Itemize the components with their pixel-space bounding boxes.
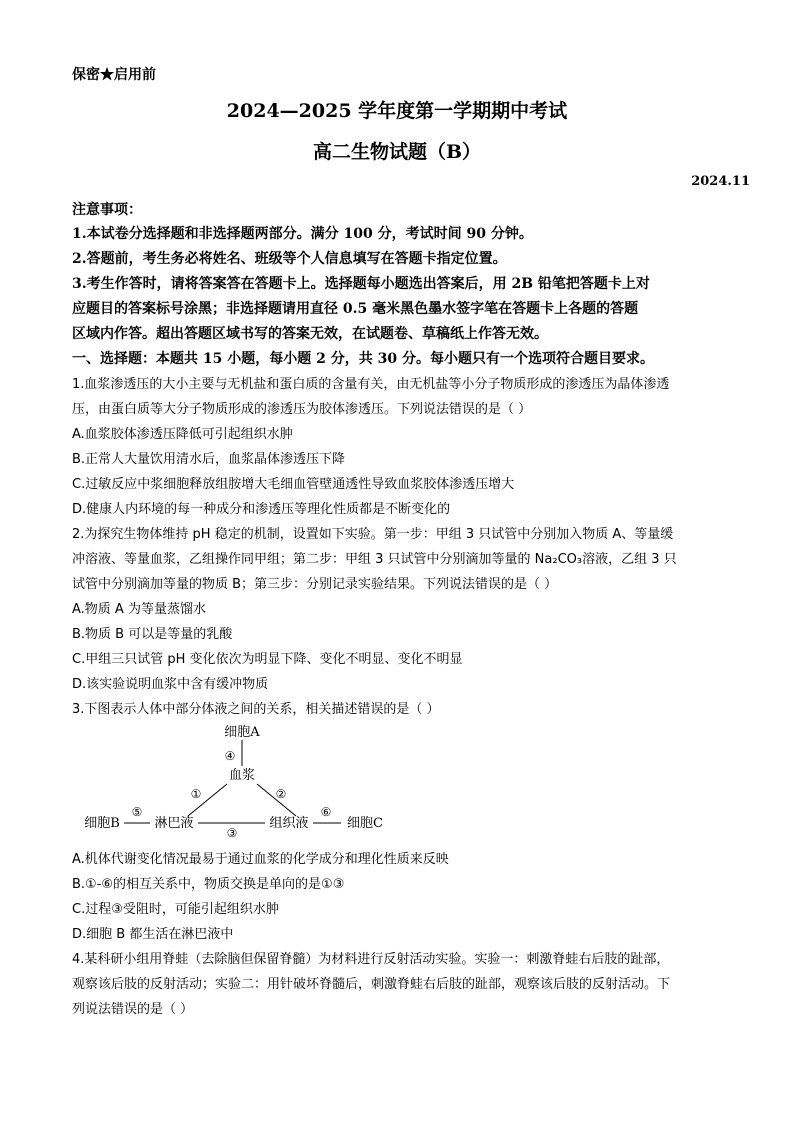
q2-option-a: A.物质 A 为等量蒸馏水 — [72, 602, 206, 617]
note-item: 应题目的答案标号涂黑；非选择题请用直径 0.5 毫米黑色墨水签字笔在答题卡上各题的答题 — [72, 301, 639, 317]
q1-stem: 1.血浆渗透压的大小主要与无机盐和蛋白质的含量有关，由无机盐等小分子物质形成的渗透压为晶体渗透 — [72, 377, 670, 392]
lymph-label: 淋巴液 — [154, 816, 194, 831]
q2-option-b: B.物质 B 可以是等量的乳酸 — [72, 627, 233, 642]
notes-heading: 注意事项： — [72, 202, 142, 218]
marker-6: ⑥ — [320, 805, 332, 819]
q1-option-d: D.健康人内环境的每一种成分和渗透压等理化性质都是不断变化的 — [72, 502, 451, 517]
cell-a-label: 细胞A — [224, 725, 260, 740]
q1-option-b: B.正常人大量饮用清水后，血浆晶体渗透压下降 — [72, 452, 346, 467]
confidential-label: 保密★启用前 — [72, 67, 156, 83]
q3-option-b: B.①-⑥的相互关系中，物质交换是单向的是①③ — [72, 877, 345, 892]
body-fluid-diagram — [80, 722, 400, 840]
tissue-fluid-label: 组织液 — [269, 816, 309, 831]
plasma-label: 血浆 — [228, 768, 256, 783]
q2-option-d: D.该实验说明血浆中含有缓冲物质 — [72, 677, 269, 692]
marker-5: ⑤ — [131, 805, 143, 819]
q4-stem: 4.某科研小组用脊蛙（去除脑但保留脊髓）为材料进行反射活动实验。实验一：刺激脊蛙右后肢的趾部， — [72, 952, 670, 967]
q3-option-d: D.细胞 B 都生活在淋巴液中 — [72, 927, 234, 942]
q2-stem: 冲溶液、等量血浆，乙组操作同甲组；第二步：甲组 3 只试管中分别滴加等量的 Na₂CO₃溶液，乙组 3 只 — [72, 552, 677, 567]
marker-2: ② — [275, 787, 287, 801]
q4-stem: 观察该后肢的反射活动；实验二：用针破坏脊髓后，刺激脊蛙右后肢的趾部，观察该后肢的反射活动。下 — [72, 977, 671, 992]
marker-4: ④ — [224, 749, 236, 763]
exam-subtitle: 高二生物试题（B） — [312, 141, 482, 163]
exam-date: 2024.11 — [691, 174, 750, 189]
q2-option-c: C.甲组三只试管 pH 变化依次为明显下降、变化不明显、变化不明显 — [72, 652, 463, 667]
q1-option-c: C.过敏反应中浆细胞释放组胺增大毛细血管壁通透性导致血浆胶体渗透压增大 — [72, 477, 515, 492]
marker-3: ③ — [226, 826, 238, 840]
q2-stem: 试管中分别滴加等量的物质 B；第三步：分别记录实验结果。下列说法错误的是（ ） — [72, 577, 558, 592]
note-item: 2.答题前，考生务必将姓名、班级等个人信息填写在答题卡指定位置。 — [72, 251, 507, 267]
cell-b-label: 细胞B — [84, 816, 120, 831]
q1-option-a: A.血浆胶体渗透压降低可引起组织水肿 — [72, 427, 293, 442]
q1-stem: 压，由蛋白质等大分子物质形成的渗透压为胶体渗透压。下列说法错误的是（ ） — [72, 402, 532, 417]
q3-option-c: C.过程③受阻时，可能引起组织水肿 — [72, 902, 279, 917]
q3-stem: 3.下图表示人体中部分体液之间的关系，相关描述错误的是（ ） — [72, 702, 440, 717]
exam-title: 2024—2025 学年度第一学期期中考试 — [226, 100, 568, 122]
q2-stem: 2.为探究生物体维持 pH 稳定的机制，设置如下实验。第一步：甲组 3 只试管中分别加入物质 A、等量缓 — [72, 527, 674, 542]
note-item: 3.考生作答时，请将答案答在答题卡上。选择题每小题选出答案后，用 2B 铅笔把答题卡上对 — [72, 276, 650, 292]
marker-1: ① — [190, 787, 202, 801]
note-item: 区域内作答。超出答题区域书写的答案无效，在试题卷、草稿纸上作答无效。 — [72, 326, 548, 342]
cell-c-label: 细胞C — [347, 816, 383, 831]
q4-stem: 列说法错误的是（ ） — [72, 1002, 194, 1017]
section-heading: 一、选择题：本题共 15 小题，每小题 2 分，共 30 分。每小题只有一个选项符合题目要求。 — [72, 351, 654, 367]
q3-option-a: A.机体代谢变化情况最易于通过血浆的化学成分和理化性质来反映 — [72, 852, 449, 867]
note-item: 1.本试卷分选择题和非选择题两部分。满分 100 分，考试时间 90 分钟。 — [72, 226, 533, 242]
